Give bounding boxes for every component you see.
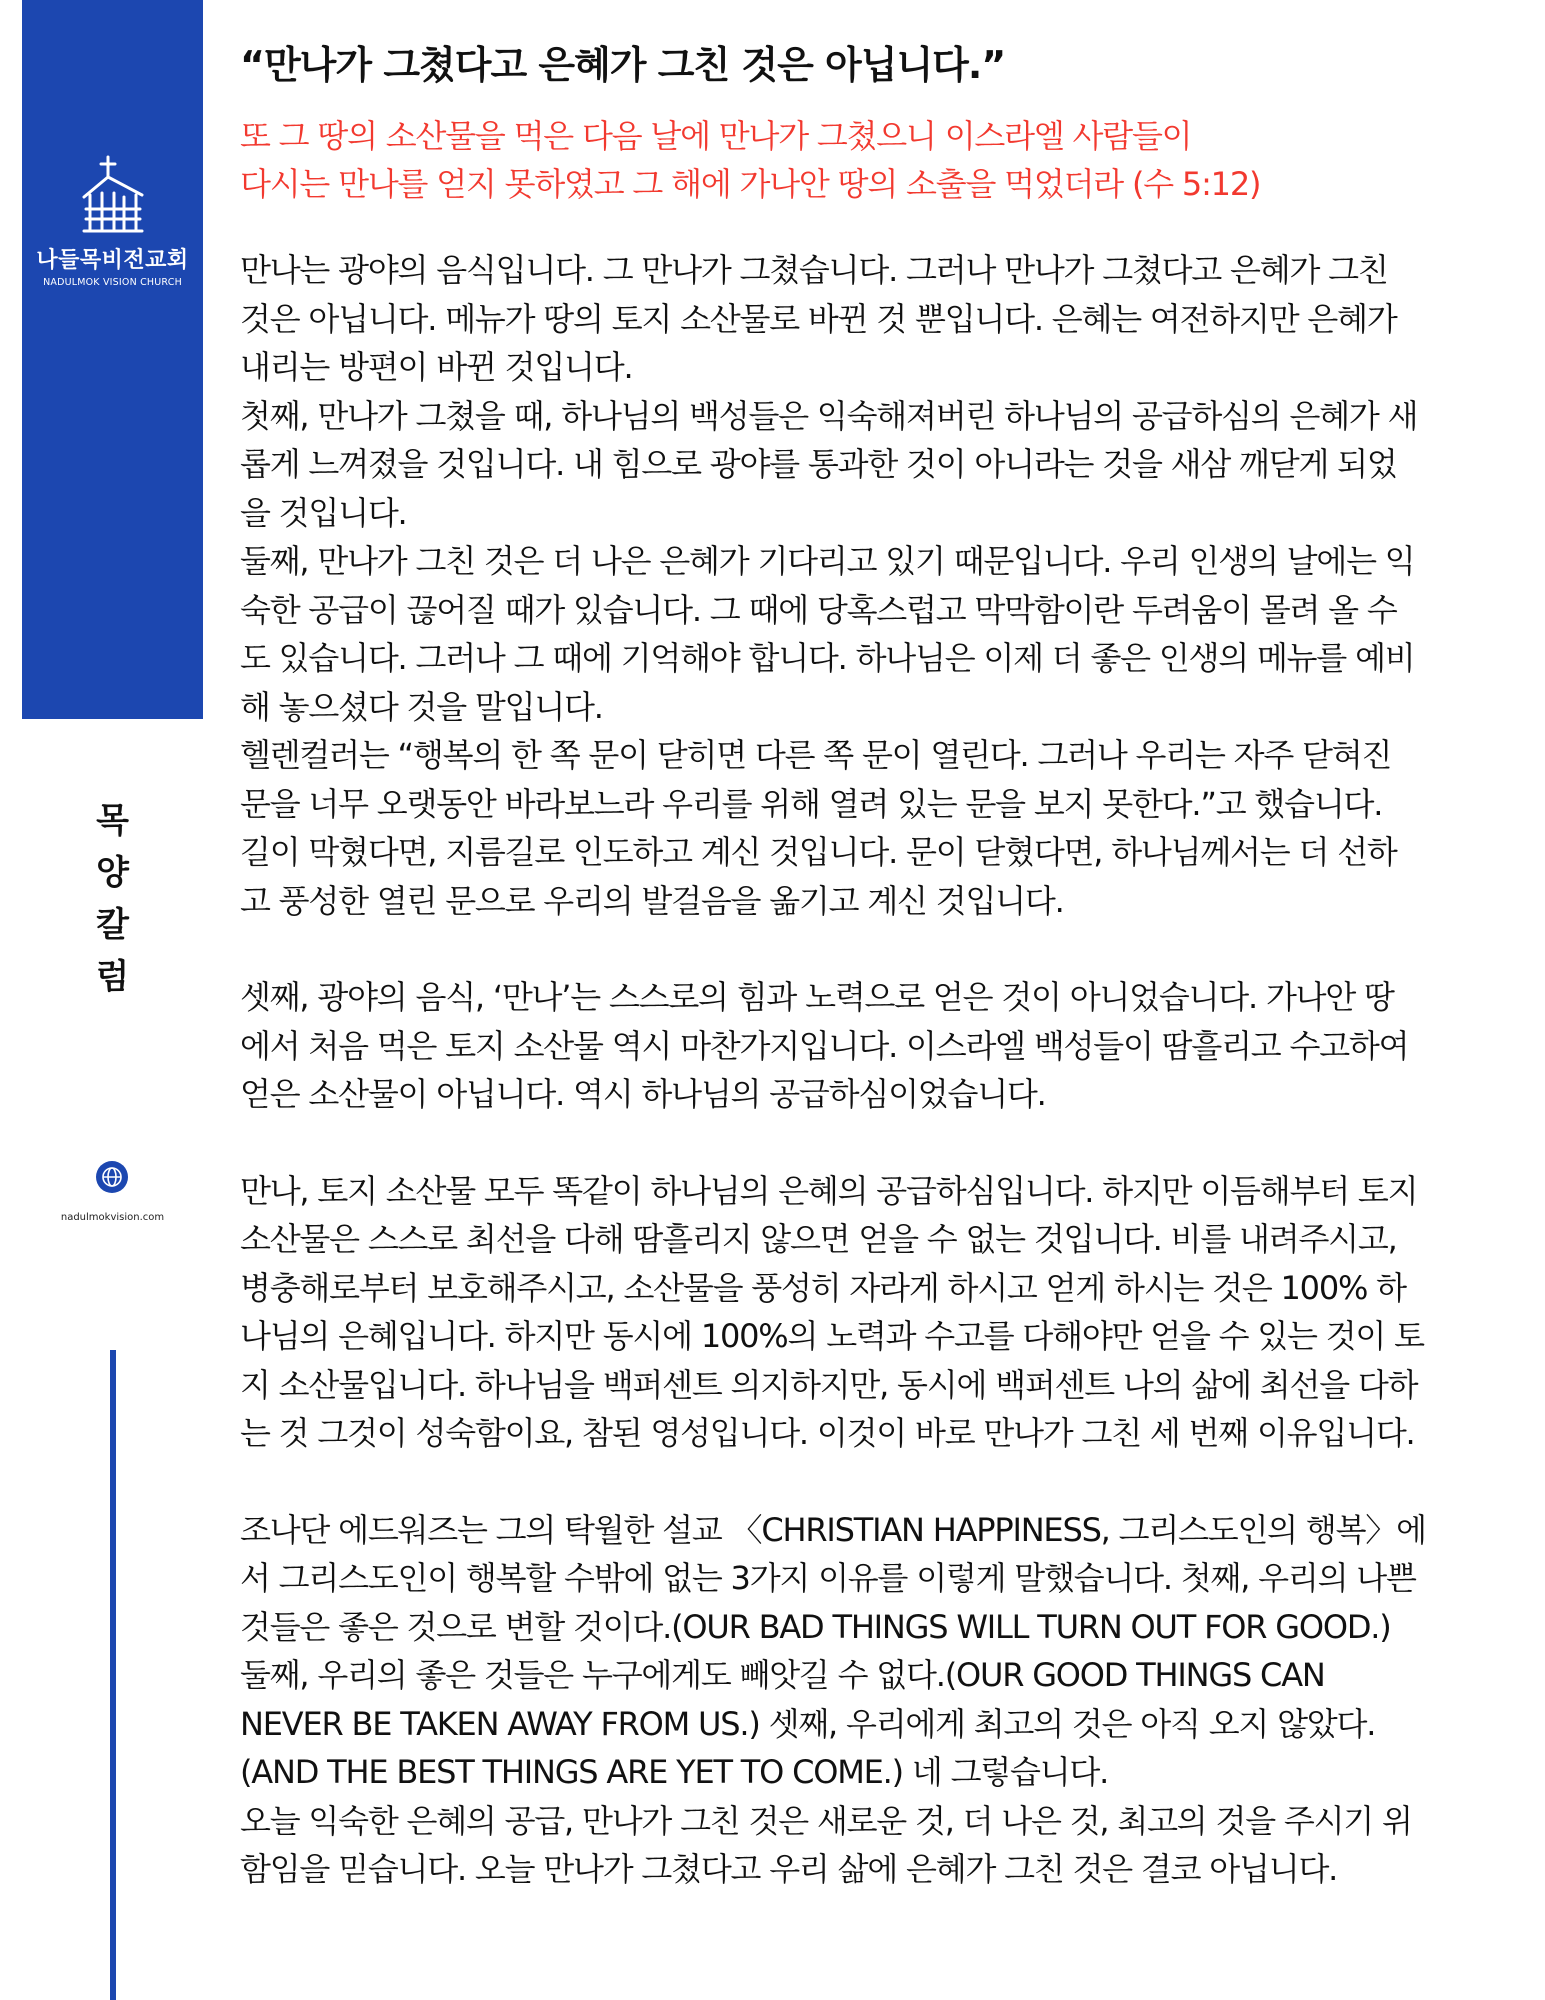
paragraph-line: 둘째, 만나가 그친 것은 더 나은 은혜가 기다리고 있기 때문입니다. 우리 인생의 날에는 익 [240,542,1415,580]
paragraph-line: NEVER BE TAKEN AWAY FROM US.) 셋째, 우리에게 최고의 것은 아직 오지 않았다. [240,1704,1376,1743]
column-title-char: 칼 [96,905,129,945]
paragraph-line: 둘째, 우리의 좋은 것들은 누구에게도 빼앗길 수 없다.(OUR GOOD THINGS CAN [240,1656,1325,1694]
paragraph-line: 길이 막혔다면, 지름길로 인도하고 계신 것입니다. 문이 닫혔다면, 하나님께서는 더 선하 [240,833,1397,871]
column-title [22,795,203,1003]
paragraph-line: 함임을 믿습니다. 오늘 만나가 그쳤다고 우리 삶에 은혜가 그친 것은 결코 아닙니다. [240,1850,1338,1888]
paragraph-line: 조나단 에드워즈는 그의 탁월한 설교 〈CHRISTIAN HAPPINESS, 그리스도인의 행복〉에 [240,1510,1426,1549]
website-link[interactable]: nadulmokvision.com [60,1212,165,1223]
church-name-english: NADULMOK VISION CHURCH [43,277,182,288]
paragraph-line: 도 있습니다. 그러나 그 때에 기억해야 합니다. 하나님은 이제 더 좋은 인생의 메뉴를 예비 [240,639,1415,677]
paragraph-line: (AND THE BEST THINGS ARE YET TO COME.) 네 그렇습니다. [240,1753,1109,1791]
paragraph-line: 숙한 공급이 끊어질 때가 있습니다. 그 때에 당혹스럽고 막막함이란 두려움이 몰려 올 수 [240,590,1397,629]
paragraph-line: 첫째, 만나가 그쳤을 때, 하나님의 백성들은 익숙해져버린 하나님의 공급하심의 은혜가 새 [240,396,1418,435]
sidebar-brand-block [22,0,203,719]
paragraph-line: 지 소산물입니다. 하나님을 백퍼센트 의지하지만, 동시에 백퍼센트 나의 삶에 최선을 다하 [240,1365,1418,1404]
article-title: “만나가 그쳤다고 은혜가 그친 것은 아닙니다.” [240,43,1006,87]
scripture-verse [240,112,1520,208]
paragraph-line: 해 놓으셨다 것을 말입니다. [240,687,603,726]
paragraph-line: 소산물은 스스로 최선을 다해 땀흘리지 않으면 얻을 수 없는 것입니다. 비를 내려주시고, [240,1220,1397,1258]
verse-line: 또 그 땅의 소산물을 먹은 다음 날에 만나가 그쳤으니 이스라엘 사람들이 [240,117,1192,155]
article-paragraph [240,1167,1520,1458]
verse-line: 다시는 만나를 얻지 못하였고 그 해에 가나안 땅의 소출을 먹었더라 (수 5:12) [240,165,1261,203]
paragraph-line: 것은 아닙니다. 메뉴가 땅의 토지 소산물로 바뀐 것 뿐입니다. 은혜는 여전하지만 은혜가 [240,299,1397,338]
paragraph-line: 오늘 익숙한 은혜의 공급, 만나가 그친 것은 새로운 것, 더 나은 것, 최고의 것을 주시기 위 [240,1801,1412,1840]
article-paragraph [240,1506,1520,1894]
paragraph-line: 문을 너무 오랫동안 바라보느라 우리를 위해 열려 있는 문을 보지 못한다.”고 했습니다. [240,784,1383,823]
paragraph-line: 고 풍성한 열린 문으로 우리의 발걸음을 옮기고 계신 것입니다. [240,881,1064,920]
paragraph-line: 셋째, 광야의 음식, ‘만나’는 스스로의 힘과 노력으로 얻은 것이 아니었습니다. 가나안 땅 [240,978,1394,1016]
paragraph-line: 얻은 소산물이 아닙니다. 역시 하나님의 공급하심이었습니다. [240,1075,1046,1113]
paragraph-line: 서 그리스도인이 행복할 수밖에 없는 3가지 이유를 이렇게 말했습니다. 첫째, 우리의 나쁜 [240,1559,1416,1597]
article [240,36,1520,1942]
paragraph-line: 헬렌컬러는 “행복의 한 쪽 문이 닫히면 다른 쪽 문이 열린다. 그러나 우리는 자주 닫혀진 [240,736,1392,774]
paragraph-line: 는 것 그것이 성숙함이요, 참된 영성입니다. 이것이 바로 만나가 그친 세 번째 이유입니다. [240,1414,1415,1452]
article-paragraph [240,246,1520,925]
paragraph-line: 나님의 은혜입니다. 하지만 동시에 100%의 노력과 수고를 다해야만 얻을 수 있는 것이 토 [240,1317,1424,1355]
paragraph-line: 내리는 방편이 바뀐 것입니다. [240,348,633,386]
church-building-icon [78,155,148,237]
globe-icon[interactable] [96,1161,128,1193]
paragraph-line: 롭게 느껴졌을 것입니다. 내 힘으로 광야를 통과한 것이 아니라는 것을 새삼 깨닫게 되었 [240,445,1397,483]
paragraph-line: 만나는 광야의 음식입니다. 그 만나가 그쳤습니다. 그러나 만나가 그쳤다고 은혜가 그친 [240,251,1388,289]
paragraph-line: 을 것입니다. [240,493,407,532]
column-title-char: 럼 [96,957,129,997]
church-logo[interactable] [22,155,203,288]
church-name-korean: 나들목비전교회 [36,248,189,273]
article-paragraph [240,973,1520,1119]
sidebar-divider-line [110,1350,116,2000]
column-title-char: 양 [96,853,129,893]
paragraph-line: 에서 처음 먹은 토지 소산물 역시 마찬가지입니다. 이스라엘 백성들이 땀흘리고 수고하여 [240,1026,1409,1065]
paragraph-line: 것들은 좋은 것으로 변할 것이다.(OUR BAD THINGS WILL TURN OUT FOR GOOD.) [240,1607,1391,1646]
column-title-char: 목 [96,801,129,841]
paragraph-line: 만나, 토지 소산물 모두 똑같이 하나님의 은혜의 공급하심입니다. 하지만 이듬해부터 토지 [240,1171,1418,1210]
paragraph-line: 병충해로부터 보호해주시고, 소산물을 풍성히 자라게 하시고 얻게 하시는 것은 100% 하 [240,1268,1406,1307]
